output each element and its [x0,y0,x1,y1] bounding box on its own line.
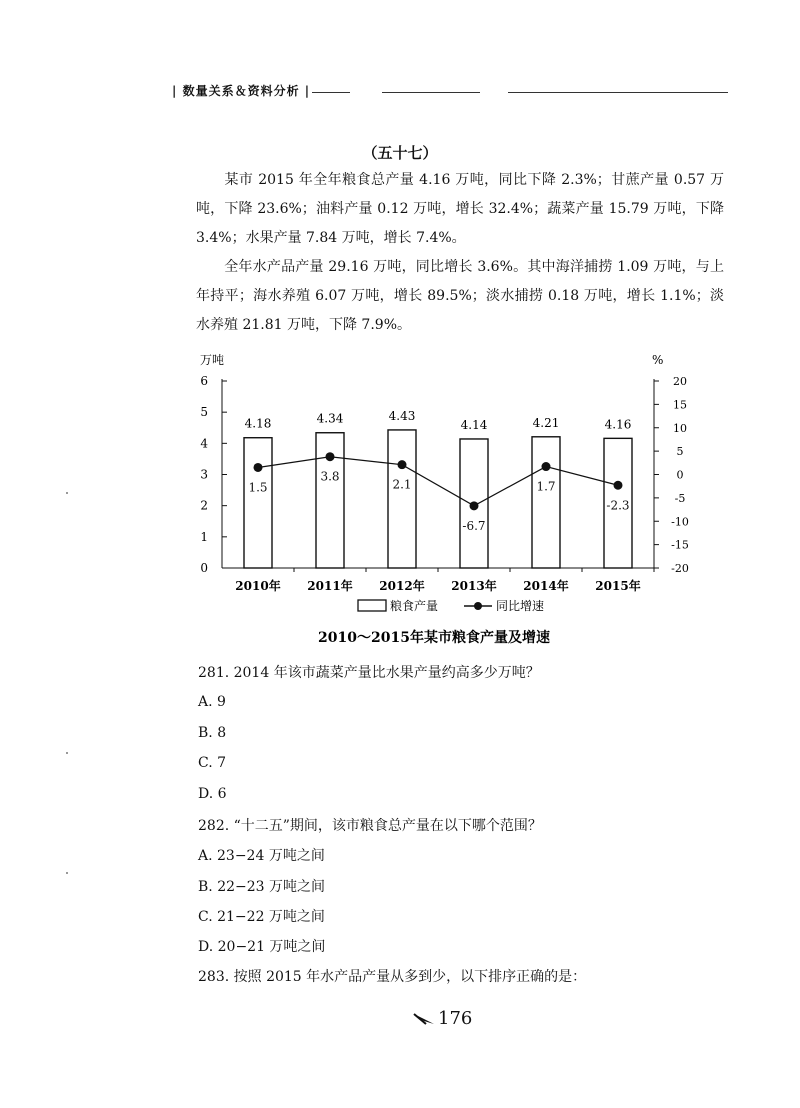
question-option: C. 7 [198,755,227,771]
growth-rate-point [614,481,623,490]
bar-grain-output [244,438,272,568]
question-option: A. 9 [198,694,226,710]
legend-bar-label: 粮食产量 [390,599,439,613]
question-option: B. 22−23 万吨之间 [198,879,325,895]
left-tick-label: 0 [200,561,208,575]
right-axis-label: % [652,353,664,367]
bar-value-label: 4.34 [316,411,344,426]
question-option: D. 6 [198,786,227,802]
x-tick-label: 2013年 [451,579,497,593]
left-tick-label: 2 [200,498,208,513]
x-tick-label: 2011年 [307,579,353,593]
section-title: （五十七） [362,144,438,162]
growth-rate-point [542,462,551,471]
legend-line-marker [474,602,482,610]
page-number: 176 [438,1008,473,1029]
question-option: B. 8 [198,725,227,741]
growth-rate-label: 3.8 [320,469,340,484]
growth-rate-line [258,457,618,506]
growth-rate-label: -2.3 [606,498,630,513]
left-axis-label: 万吨 [200,353,225,367]
question-stem: 282. “十二五”期间，该市粮食总产量在以下哪个范围？ [198,818,542,834]
x-tick-label: 2014年 [523,579,569,593]
header-bar: | [304,84,311,98]
scan-speck [66,872,68,874]
bar-grain-output [388,430,416,568]
bar-grain-output [532,437,560,568]
growth-rate-point [326,452,335,461]
right-tick-label: 15 [673,398,687,412]
growth-rate-point [254,463,263,472]
right-tick-label: -5 [674,491,686,505]
right-tick-label: 10 [673,421,687,435]
page-footer [412,1008,472,1029]
bar-value-label: 4.43 [388,408,416,423]
legend-line-label: 同比增速 [496,599,545,613]
right-tick-label: 0 [676,468,684,482]
left-tick-label: 6 [200,374,208,388]
bar-value-label: 4.16 [604,417,632,432]
paragraph-text: 某市 2015 年全年粮食总产量 4.16 万吨，同比下降 2.3%；甘蔗产量 0.57 万吨，下降 23.6%；油料产量 0.12 万吨，增长 32.4%；蔬菜产量 15.79 万吨，下降 3.4%；水果产量 7.84 万吨，增长 7.4%。 [196,172,724,246]
question-option: A. 23−24 万吨之间 [198,848,325,864]
bar-value-label: 4.21 [532,415,560,430]
growth-rate-label: -6.7 [462,518,486,533]
question-option: C. 21−22 万吨之间 [198,909,325,925]
left-tick-label: 3 [200,467,208,482]
growth-rate-point [398,460,407,469]
scan-speck [66,492,68,494]
left-tick-label: 1 [200,529,208,544]
growth-rate-label: 1.5 [248,480,268,495]
chart-title: 2010～2015年某市粮食产量及增速 [318,630,550,646]
left-tick-label: 5 [200,405,208,420]
right-tick-label: 20 [673,375,687,388]
right-tick-label: -20 [671,562,689,575]
question-option: D. 20−21 万吨之间 [198,939,326,955]
x-tick-label: 2012年 [379,579,425,593]
feather-icon [412,1012,436,1026]
x-tick-label: 2010年 [235,579,281,593]
growth-rate-point [470,501,479,510]
header-text: 数量关系＆资料分析 [182,84,300,98]
question-stem: 283. 按照 2015 年水产品产量从多到少，以下排序正确的是： [198,969,587,985]
right-tick-label: 5 [676,445,684,459]
x-tick-label: 2015年 [595,579,641,593]
bar-value-label: 4.14 [460,417,488,432]
growth-rate-label: 1.7 [536,479,556,494]
growth-rate-label: 2.1 [392,477,412,492]
right-tick-label: -15 [671,538,689,552]
legend-bar-swatch [358,600,386,611]
left-tick-label: 4 [200,436,208,451]
scan-speck [66,752,68,754]
bar-value-label: 4.18 [244,416,272,431]
right-tick-label: -10 [671,515,689,529]
question-stem: 281. 2014 年该市蔬菜产量比水果产量约高多少万吨？ [198,665,540,681]
header-bar: | [172,84,178,98]
paragraph-text: 全年水产品产量 29.16 万吨，同比增长 3.6%。其中海洋捕捞 1.09 万吨，与上年持平；海水养殖 6.07 万吨，增长 89.5%；淡水捕捞 0.18 万吨，增长 1.1%；淡水养殖 21.81 万吨，下降 7.9%。 [196,259,724,333]
